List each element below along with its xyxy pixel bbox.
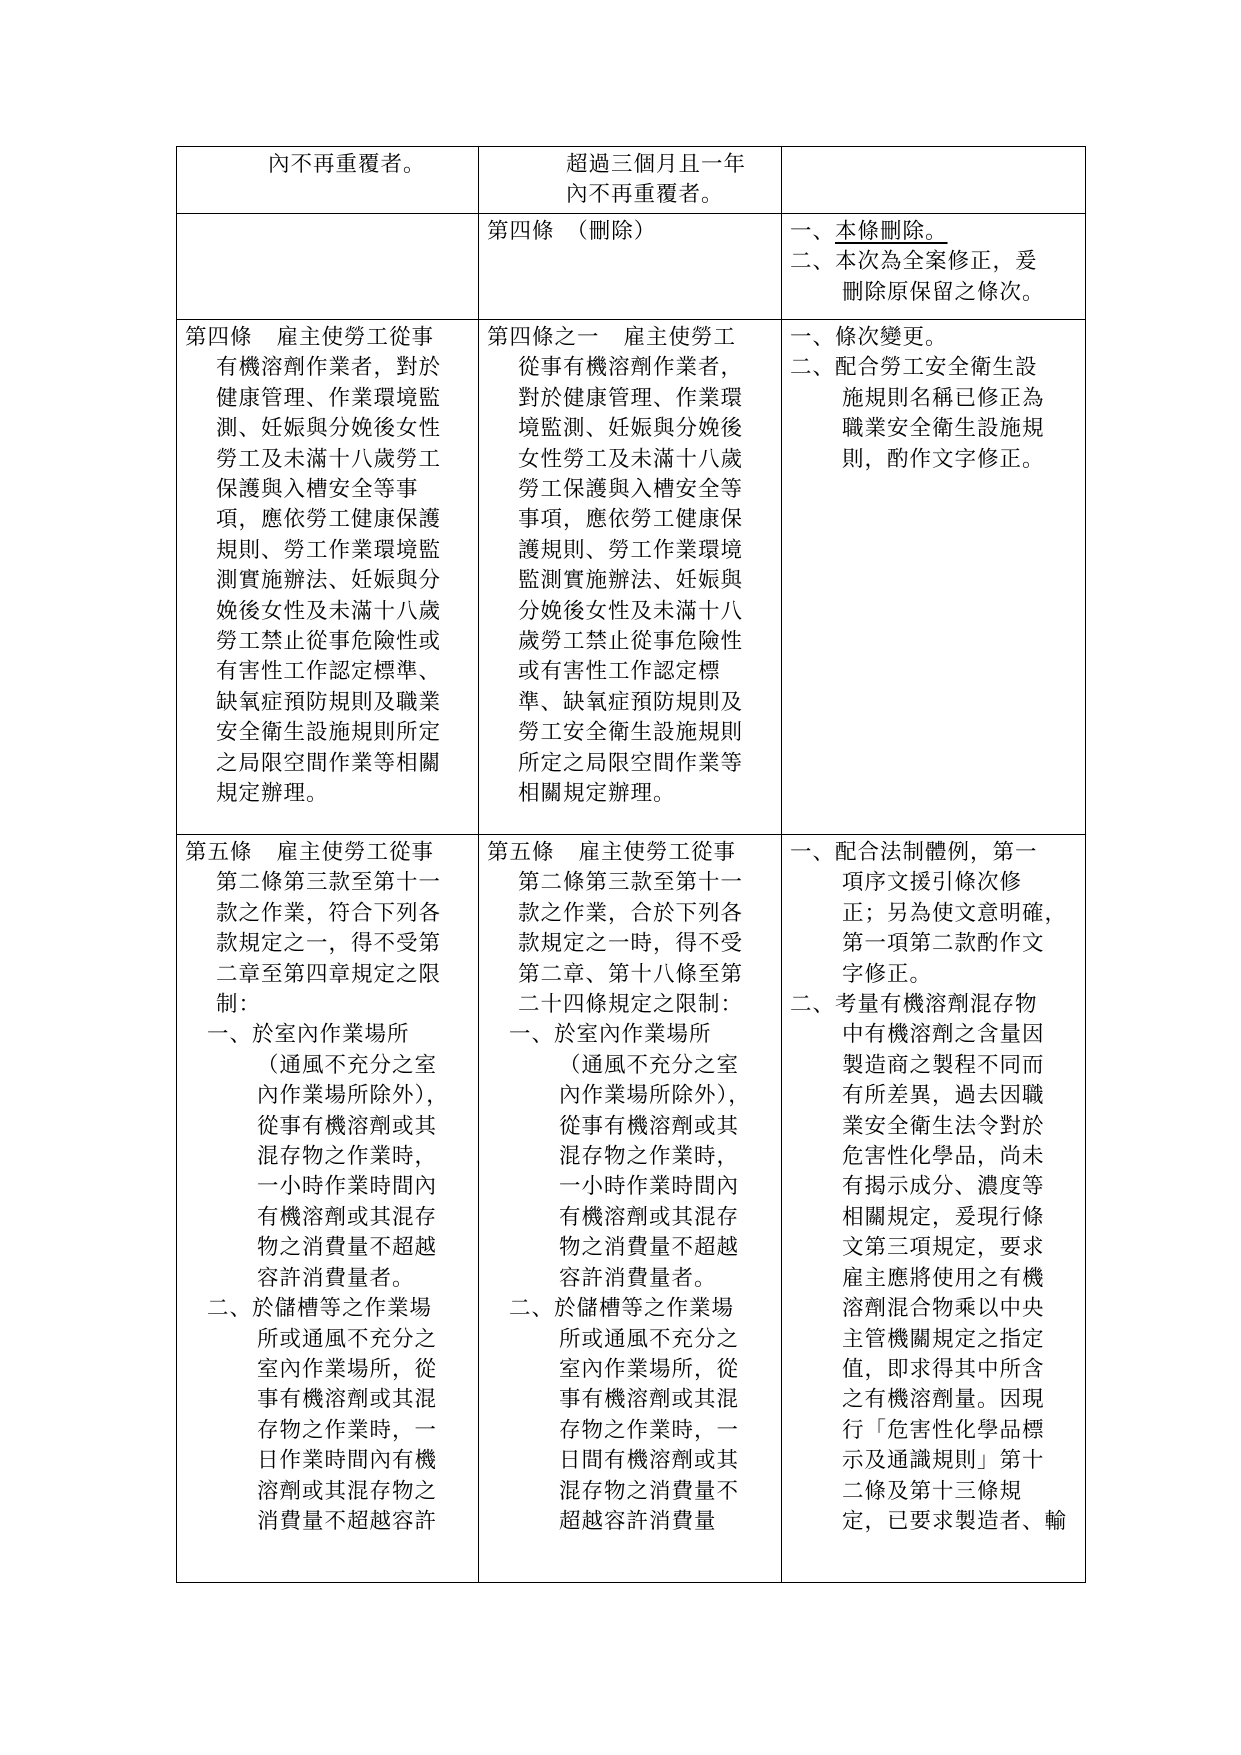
text-line: 有機溶劑或其混存 — [257, 1204, 438, 1230]
explanation-cell — [782, 214, 1086, 320]
item-number: 二、 — [790, 992, 836, 1018]
text-line: 事有機溶劑或其混 — [257, 1387, 438, 1413]
article-number: 第五條 — [487, 840, 555, 865]
text-line: 勞工安全衛生設施規則 — [518, 720, 744, 746]
text-line: 規定辦理。 — [216, 781, 329, 807]
item-number: 二、 — [790, 249, 836, 275]
text-line: （通風不充分之室 — [559, 1052, 740, 1078]
text-line: 相關規定辦理。 — [518, 781, 676, 807]
text-line: 文第三項規定，要求 — [842, 1235, 1045, 1261]
current-cell — [479, 147, 782, 214]
text-line: 危害性化學品，尚未 — [842, 1144, 1045, 1170]
table-row — [177, 147, 1086, 214]
text-line: 勞工禁止從事危險性或 — [216, 629, 442, 655]
text-line: 容許消費量者。 — [559, 1265, 717, 1291]
text-line: 室內作業場所，從 — [559, 1356, 740, 1382]
text-line: 所或通風不充分之 — [257, 1326, 438, 1352]
explanation-cell — [782, 147, 1086, 214]
text-line: 內不再重覆者。 — [566, 182, 724, 208]
text-line: 雇主應將使用之有機 — [842, 1265, 1045, 1291]
text-line: 二十四條規定之限制： — [518, 992, 744, 1018]
text-line: 混存物之消費量不 — [559, 1478, 740, 1504]
text-line: 分娩後女性及未滿十八 — [518, 598, 744, 624]
list-item — [782, 217, 1085, 247]
text-line: 境監測、妊娠與分娩後 — [518, 416, 744, 442]
text-line: 之局限空間作業等相關 — [216, 750, 442, 776]
amended-cell — [177, 835, 479, 1583]
text-line: 中有機溶劑之含量因 — [842, 1022, 1045, 1048]
text-line: 本條刪除。 — [835, 219, 948, 244]
amended-cell — [177, 147, 479, 214]
text-line: 勞工保護與入槽安全等 — [518, 477, 744, 503]
text-line: 第四條之一 雇主使勞工 — [487, 325, 737, 350]
comparison-table — [176, 146, 1086, 1583]
text-line: 主管機關規定之指定 — [842, 1326, 1045, 1352]
text-line: 第二條第三款至第十一 — [518, 870, 744, 896]
text-line: 二條及第十三條規 — [842, 1478, 1023, 1504]
current-cell — [479, 320, 782, 835]
text-line: 日作業時間內有機 — [257, 1448, 438, 1474]
text-line: 本次為全案修正，爰 — [835, 249, 1038, 275]
text-line: 女性勞工及未滿十八歲 — [518, 446, 744, 472]
text-line: 之有機溶劑量。因現 — [842, 1387, 1045, 1413]
text-line: 超過三個月且一年 — [566, 152, 747, 177]
text-line: 有所差異，過去因職 — [842, 1083, 1045, 1109]
list-item: 二、於儲槽等之作業場 — [207, 1296, 433, 1322]
text-line: 勞工及未滿十八歲勞工 — [216, 446, 442, 472]
text-line: 第四條 雇主使勞工從事 — [185, 325, 435, 350]
text-line: 溶劑混合物乘以中央 — [842, 1296, 1045, 1322]
current-cell — [479, 214, 782, 320]
text-line: 混存物之作業時， — [559, 1144, 740, 1170]
text-line: 業安全衛生法令對於 — [842, 1113, 1045, 1139]
text-line: 準、缺氧症預防規則及 — [518, 689, 744, 715]
text-line: 款規定之一，得不受第 — [216, 931, 442, 957]
list-item: 一、於室內作業場所 — [207, 1022, 410, 1048]
text-line: 一小時作業時間內 — [559, 1174, 740, 1200]
text-line: 健康管理、作業環境監 — [216, 385, 442, 411]
text-line: 所定之局限空間作業等 — [518, 750, 744, 776]
list-item: 一、配合法制體例，第一 — [790, 840, 1038, 865]
item-number: 一、 — [790, 840, 836, 865]
text-line: 項序文援引條次修 — [842, 870, 1023, 896]
text-line: 溶劑或其混存物之 — [257, 1478, 438, 1504]
item-number: 一、 — [790, 325, 836, 350]
text-line: 第二條第三款至第十一 — [216, 870, 442, 896]
text-line: 物之消費量不超越 — [257, 1235, 438, 1261]
text-line: 二章至第四章規定之限 — [216, 961, 442, 987]
text-line: 從事有機溶劑或其 — [559, 1113, 740, 1139]
text-line: 所或通風不充分之 — [559, 1326, 740, 1352]
explanation-cell — [782, 320, 1086, 835]
text-line: 款規定之一時，得不受 — [518, 931, 744, 957]
item-number: 一、 — [207, 1022, 253, 1048]
text-line: 示及通識規則」第十 — [842, 1448, 1045, 1474]
text-line: 第一項第二款酌作文 — [842, 931, 1045, 957]
text-line: 容許消費量者。 — [257, 1265, 415, 1291]
text-line: 保護與入槽安全等事 — [216, 477, 419, 503]
text-line: 有機溶劑或其混存 — [559, 1204, 740, 1230]
list-item: 二、於儲槽等之作業場 — [509, 1296, 735, 1322]
item-number: 一、 — [509, 1022, 555, 1048]
text-line: 測實施辦法、妊娠與分 — [216, 568, 442, 594]
item-number: 二、 — [509, 1296, 555, 1322]
text-line: 刪除原保留之條次。 — [842, 279, 1045, 305]
explanation-cell — [782, 835, 1086, 1583]
text-line: 一小時作業時間內 — [257, 1174, 438, 1200]
text-line: 有揭示成分、濃度等 — [842, 1174, 1045, 1200]
text-line: 職業安全衛生設施規 — [842, 416, 1045, 442]
text-line: 規則、勞工作業環境監 — [216, 537, 442, 563]
table-row — [177, 835, 1086, 1583]
text-line: 存物之作業時，一 — [559, 1417, 740, 1443]
article-number: 第五條 — [185, 840, 253, 865]
text-line: 相關規定，爰現行條 — [842, 1204, 1045, 1230]
text-line: 行「危害性化學品標 — [842, 1417, 1045, 1443]
text-line: 施規則名稱已修正為 — [842, 385, 1045, 411]
text-line: 事項，應依勞工健康保 — [518, 507, 744, 533]
text-line: 日間有機溶劑或其 — [559, 1448, 740, 1474]
list-item — [782, 247, 1085, 277]
text-line: 娩後女性及未滿十八歲 — [216, 598, 442, 624]
text-line: 內作業場所除外）， — [559, 1083, 751, 1109]
text-line: 字修正。 — [842, 961, 933, 987]
text-line: 定，已要求製造者、輸 — [842, 1508, 1068, 1534]
amended-cell — [177, 214, 479, 320]
text-line: 第五條 雇主使勞工從事 — [185, 840, 435, 865]
text-line: 正；另為使文意明確， — [842, 900, 1068, 926]
text-line: 存物之作業時，一 — [257, 1417, 438, 1443]
item-number: 二、 — [790, 355, 836, 381]
text-line: 有害性工作認定標準、 — [216, 659, 442, 685]
text-line: 內作業場所除外）， — [257, 1083, 449, 1109]
text-line: 第四條 （刪除） — [487, 219, 657, 244]
text-line: 歲勞工禁止從事危險性 — [518, 629, 744, 655]
text-line: 消費量不超越容許 — [257, 1508, 438, 1534]
text-line: 測、妊娠與分娩後女性 — [216, 416, 442, 442]
text-line: 事有機溶劑或其混 — [559, 1387, 740, 1413]
text-line: 對於健康管理、作業環 — [518, 385, 744, 411]
article-number: 第四條 — [185, 325, 253, 350]
text-line: 從事有機溶劑或其 — [257, 1113, 438, 1139]
text-line: 值，即求得其中所含 — [842, 1356, 1045, 1382]
text-line: 安全衛生設施規則所定 — [216, 720, 442, 746]
table-row — [177, 320, 1086, 835]
text-line: （通風不充分之室 — [257, 1052, 438, 1078]
list-item: 二、考量有機溶劑混存物 — [790, 992, 1038, 1018]
text-line: 物之消費量不超越 — [559, 1235, 740, 1261]
text-line: 項，應依勞工健康保護 — [216, 507, 442, 533]
text-line: 第五條 雇主使勞工從事 — [487, 840, 737, 865]
text-line: 內不再重覆者。 — [268, 152, 426, 177]
article-number: 第四條之一 — [487, 325, 600, 350]
table-row — [177, 214, 1086, 320]
list-item: 一、於室內作業場所 — [509, 1022, 712, 1048]
text-line: 則，酌作文字修正。 — [842, 446, 1045, 472]
text-line: 款之作業，符合下列各 — [216, 900, 442, 926]
text-line: 超越容許消費量 — [559, 1508, 717, 1534]
item-number: 二、 — [207, 1296, 253, 1322]
text-line: 室內作業場所，從 — [257, 1356, 438, 1382]
text-line: 制： — [216, 992, 262, 1018]
text-line: 款之作業，合於下列各 — [518, 900, 744, 926]
text-line: 從事有機溶劑作業者， — [518, 355, 744, 381]
text-line: 有機溶劑作業者，對於 — [216, 355, 442, 381]
text-line: 混存物之作業時， — [257, 1144, 438, 1170]
text-line: 第二章、第十八條至第 — [518, 961, 744, 987]
current-cell — [479, 835, 782, 1583]
amended-cell — [177, 320, 479, 835]
list-item: 二、配合勞工安全衛生設 — [790, 355, 1038, 381]
text-line: 或有害性工作認定標 — [518, 659, 721, 685]
item-number: 一、 — [790, 219, 836, 244]
text-line: 製造商之製程不同而 — [842, 1052, 1045, 1078]
text-line: 護規則、勞工作業環境 — [518, 537, 744, 563]
text-line: 監測實施辦法、妊娠與 — [518, 568, 744, 594]
text-line: 缺氧症預防規則及職業 — [216, 689, 442, 715]
list-item: 一、條次變更。 — [790, 325, 948, 350]
